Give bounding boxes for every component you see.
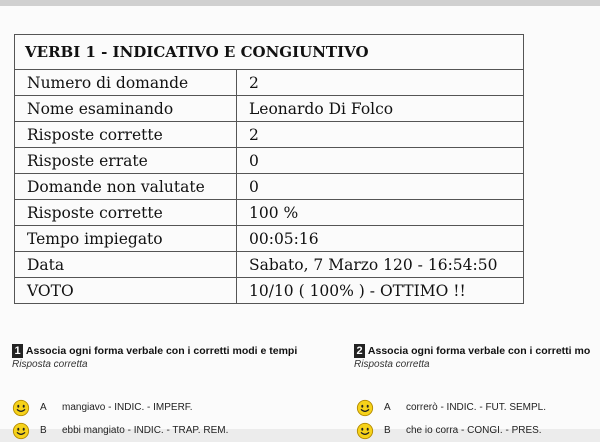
question-1 <box>12 344 297 370</box>
results-row-correct <box>15 122 524 148</box>
question-status: Risposta corretta <box>12 359 88 370</box>
row-label: Risposte corrette <box>15 122 237 148</box>
results-row-date <box>15 252 524 278</box>
smiley-icon <box>356 422 374 440</box>
row-label: Risposte corrette <box>15 200 237 226</box>
results-row-unscored <box>15 174 524 200</box>
row-value: 0 <box>237 174 524 200</box>
row-label: Nome esaminando <box>15 96 237 122</box>
question-2 <box>354 344 590 370</box>
answer-text: ebbi mangiato - INDIC. - TRAP. REM. <box>62 425 229 436</box>
results-title: VERBI 1 - INDICATIVO E CONGIUNTIVO <box>15 35 524 70</box>
row-label: Domande non valutate <box>15 174 237 200</box>
results-row-questions-count <box>15 70 524 96</box>
results-table <box>14 34 524 304</box>
results-row-correct-percent <box>15 200 524 226</box>
question-status: Risposta corretta <box>354 359 430 370</box>
row-label: VOTO <box>15 278 237 304</box>
question-2-answers <box>356 396 546 442</box>
row-value: 2 <box>237 70 524 96</box>
row-value: 2 <box>237 122 524 148</box>
smiley-icon <box>356 399 374 417</box>
answer-letter: B <box>40 425 47 436</box>
question-text: Associa ogni forma verbale con i corretti modi e tempi <box>25 345 298 357</box>
row-value: 00:05:16 <box>237 226 524 252</box>
question-number: 2 <box>354 344 365 358</box>
row-label: Risposte errate <box>15 148 237 174</box>
question-number: 1 <box>12 344 23 358</box>
row-value: 10/10 ( 100% ) - OTTIMO !! <box>237 278 524 304</box>
row-value: Sabato, 7 Marzo 120 - 16:54:50 <box>237 252 524 278</box>
results-row-examinee <box>15 96 524 122</box>
row-label: Numero di domande <box>15 70 237 96</box>
results-row-time <box>15 226 524 252</box>
question-1-answers <box>12 396 228 442</box>
results-row-wrong <box>15 148 524 174</box>
answer-text: che io corra - CONGI. - PRES. <box>406 425 542 436</box>
answer-row <box>12 419 228 442</box>
row-value: 0 <box>237 148 524 174</box>
answer-text: correrò - INDIC. - FUT. SEMPL. <box>406 402 547 413</box>
answer-letter: A <box>40 402 47 413</box>
answer-row <box>12 396 228 419</box>
results-title-row <box>15 35 524 70</box>
smiley-icon <box>12 422 30 440</box>
answer-letter: A <box>384 402 391 413</box>
answer-row <box>356 396 546 419</box>
answer-letter: B <box>384 425 391 436</box>
row-label: Tempo impiegato <box>15 226 237 252</box>
answer-text: mangiavo - INDIC. - IMPERF. <box>62 402 193 413</box>
row-label: Data <box>15 252 237 278</box>
row-value: 100 % <box>237 200 524 226</box>
smiley-icon <box>12 399 30 417</box>
results-row-grade <box>15 278 524 304</box>
row-value: Leonardo Di Folco <box>237 96 524 122</box>
question-text: Associa ogni forma verbale con i corretti mo <box>367 345 591 357</box>
answer-row <box>356 419 546 442</box>
